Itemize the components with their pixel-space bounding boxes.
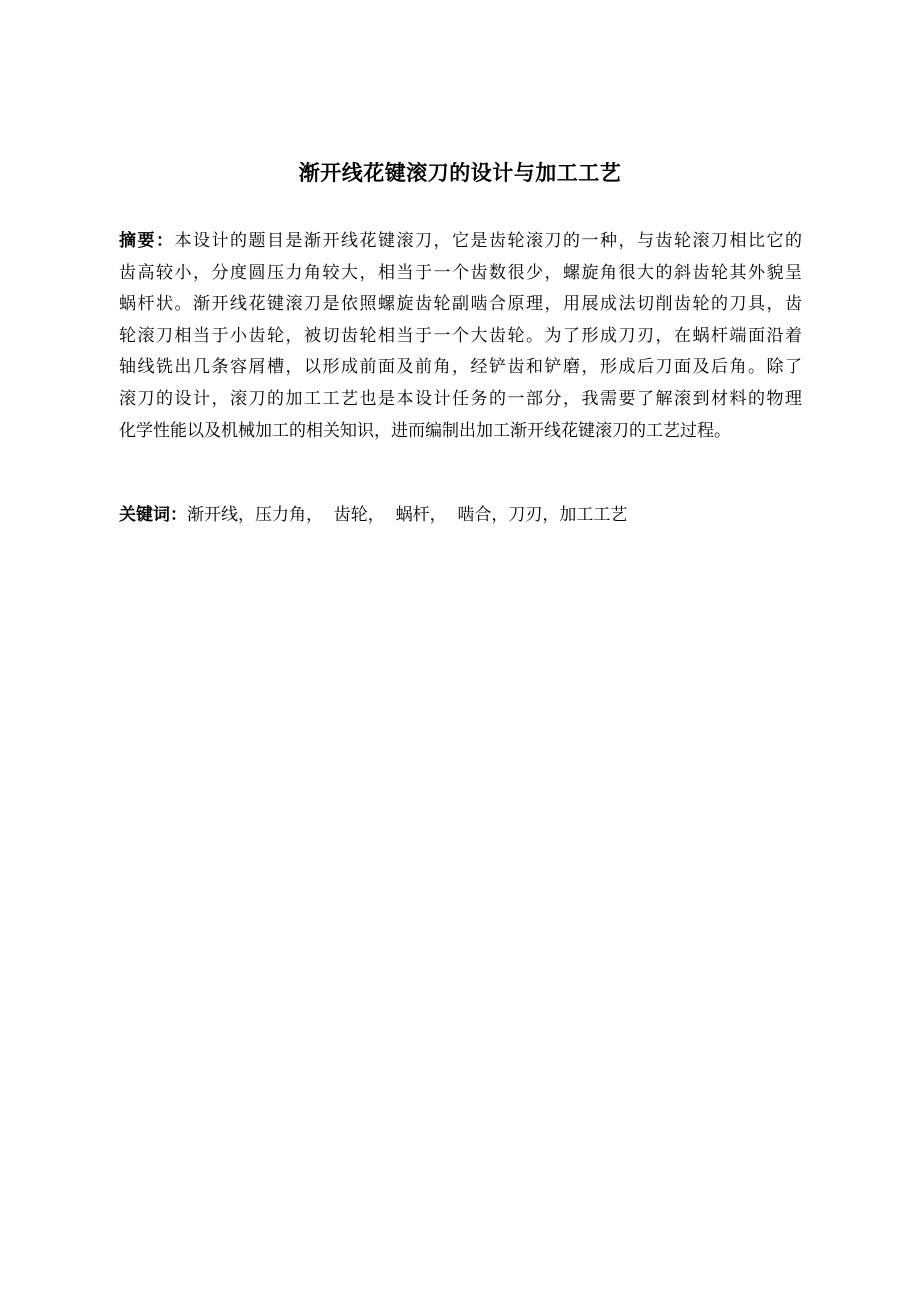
abstract-section [119,226,802,447]
abstract-line: 齿高较小，分度圆压力角较大，相当于一个齿数很少，螺旋角很大的斜齿轮其外貌呈 [119,262,802,283]
abstract-line: 滚刀的设计，滚刀的加工工艺也是本设计任务的一部分，我需要了解滚到材料的物理 [119,388,802,409]
keywords-text: 渐开线，压力角， 齿轮， 蜗杆， 啮合，刀刃，加工工艺 [187,505,628,525]
abstract-text: 本设计的题目是渐开线花键滚刀，它是齿轮滚刀的一种，与齿轮滚刀相比它的 [174,231,802,251]
abstract-line [119,226,802,258]
page-title: 渐开线花键滚刀的设计与加工工艺 [298,161,622,185]
keywords-label: 关键词： [119,505,187,525]
abstract-label: 摘要： [119,231,175,251]
abstract-line: 轴线铣出几条容屑槽，以形成前面及前角，经铲齿和铲磨，形成后刀面及后角。除了 [119,357,802,378]
abstract-line: 蜗杆状。渐开线花键滚刀是依照螺旋齿轮副啮合原理，用展成法切削齿轮的刀具，齿 [119,294,802,315]
abstract-line: 化学性能以及机械加工的相关知识，进而编制出加工渐开线花键滚刀的工艺过程。 [119,420,731,441]
keywords-section [119,500,802,531]
abstract-line: 轮滚刀相当于小齿轮，被切齿轮相当于一个大齿轮。为了形成刀刃，在蜗杆端面沿着 [119,325,802,346]
